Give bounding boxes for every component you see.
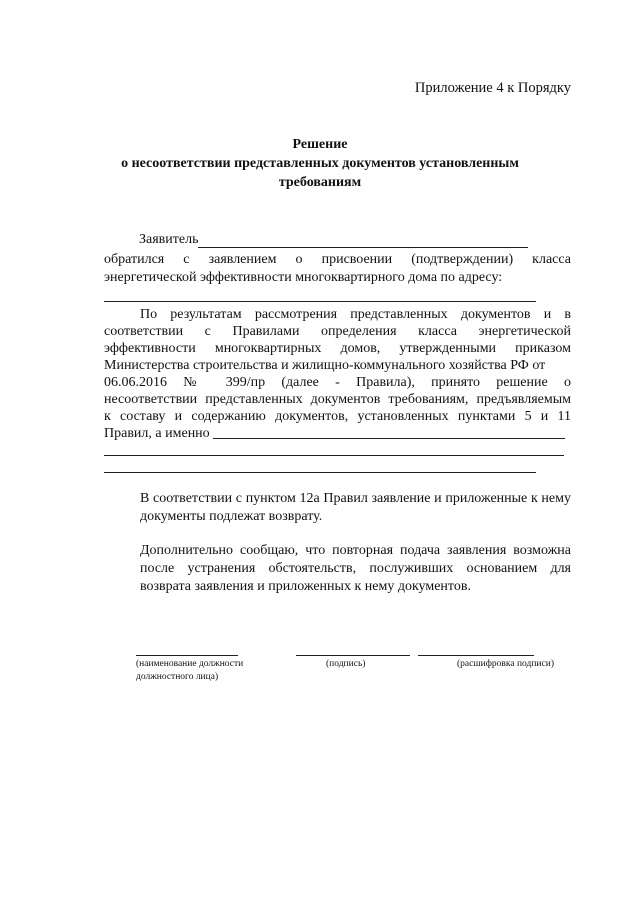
body-line-8: Правил, а именно [104,426,210,441]
applicant-text-line-2: энергетической эффективности многоквартирного дома по адресу: [104,270,503,285]
reason-blank-3 [104,472,536,473]
applicant-row [139,232,528,248]
body-line-4: Министерства строительства и жилищно-коммунального хозяйства РФ от [104,358,546,373]
title-line-1: Решение [292,137,348,152]
signature-line [296,655,410,656]
applicant-blank [198,234,528,248]
address-blank [104,301,536,302]
position-caption-line-2: должностного лица) [136,672,219,682]
title-line-3: требованиям [278,175,362,190]
reason-blank-1 [213,438,565,439]
position-caption [136,658,243,684]
document-title [0,135,640,192]
applicant-label: Заявитель [139,232,199,247]
return-paragraph-text: В соответствии с пунктом 12а Правил заявление и приложенные к нему документы подлежат возврату. [140,491,571,524]
position-caption-line-1: (наименование должности [136,659,244,669]
body-line-5: 06.06.2016 № 399/пр (далее - Правила), принято решение о [104,375,571,390]
body-line-7: к составу и содержанию документов, установленных пунктами 5 и 11 [104,409,571,424]
return-paragraph [104,490,571,526]
appendix-reference: Приложение 4 к Порядку [414,80,571,96]
resubmission-paragraph-text: Дополнительно сообщаю, что повторная подача заявления возможна после устранения обстоятельств, послуживших основанием для возврата заявления и приложенных к нему документов. [140,543,571,594]
body-line-2: соответствии с Правилами определения класса энергетической [104,324,571,339]
body-line-1: По результатам рассмотрения представленных документов и в [140,307,571,322]
body-line-6: несоответствии представленных документов требованиям, предъявляемым [104,392,571,407]
reason-blank-2 [104,455,564,456]
position-signature-line [136,655,238,656]
resubmission-paragraph [104,542,571,596]
decoding-signature-line [418,655,534,656]
body-line-3: эффективности многоквартирных домов, утвержденными приказом [104,341,571,356]
applicant-text-line-1: обратился с заявлением о присвоении (подтверждении) класса [104,252,571,267]
decoding-caption: (расшифровка подписи) [457,659,554,669]
title-line-2: о несоответствии представленных документов установленным [121,156,519,171]
signature-caption: (подпись) [326,659,366,669]
